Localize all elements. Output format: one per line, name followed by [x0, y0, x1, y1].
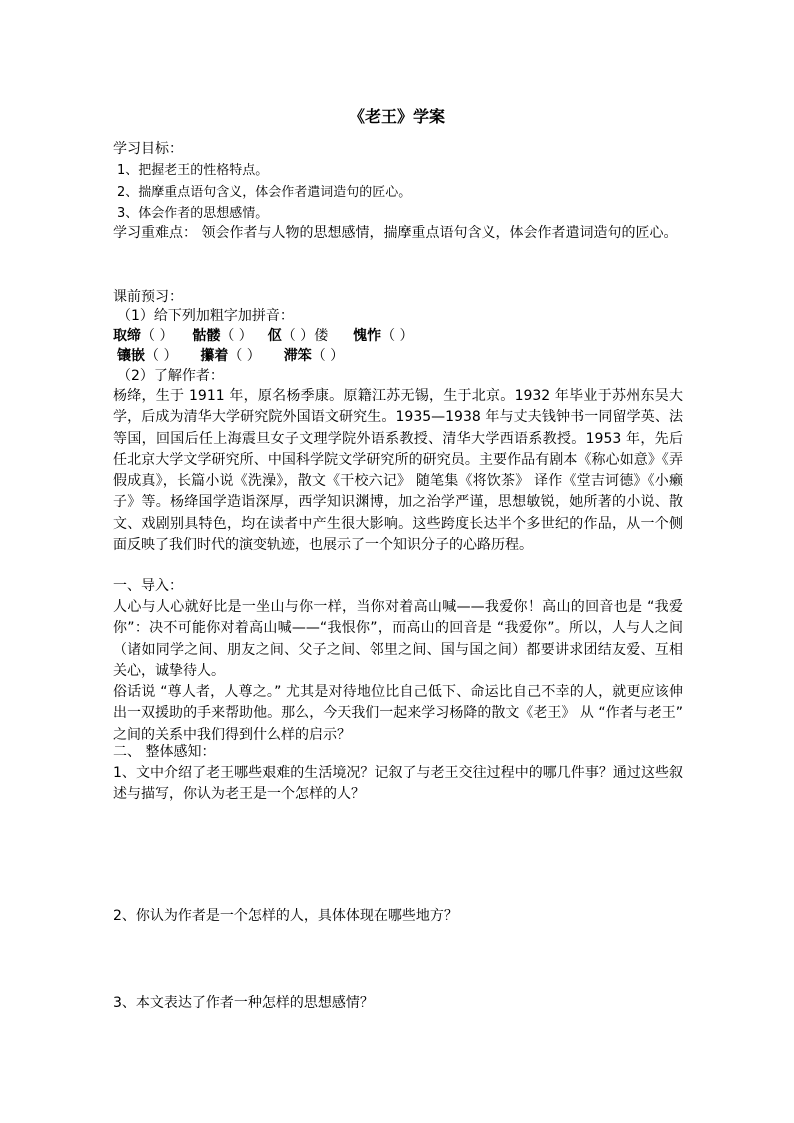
pinyin-blank[interactable]: （ ）: [145, 348, 178, 364]
question-1: 1、文中介绍了老王哪些艰难的生活境况？记叙了与老王交往过程中的哪几件事？通过这些叙述与描写，你认为老王是一个怎样的人？: [113, 765, 683, 803]
author-prompt: （2）了解作者：: [117, 368, 224, 384]
pinyin-word: 愧怍: [353, 328, 382, 344]
question-2: 2、你认为作者是一个怎样的人，具体体现在哪些地方？: [113, 908, 458, 924]
pinyin-word: 取缔: [113, 328, 141, 344]
objective-item-3: 3、体会作者的思想感情。: [117, 206, 269, 221]
pinyin-blank[interactable]: （ ）偻: [281, 328, 329, 344]
pinyin-prompt: （1）给下列加粗字加拼音：: [117, 308, 294, 324]
question-3: 3、本文表达了作者一种怎样的思想感情？: [113, 995, 374, 1011]
document-title: 《老王》学案: [348, 107, 445, 126]
objectives-heading: 学习目标：: [113, 141, 183, 157]
pinyin-blank[interactable]: （ ）: [228, 348, 261, 364]
preview-heading: 课前预习：: [113, 289, 183, 305]
intro-paragraph-1: 人心与人心就好比是一坐山与你一样，当你对着高山喊——我爱你！高山的回音也是 “我爱你”：决不可能你对着高山喊——“我恨你”，而高山的回音是 “我爱你”。所以，人与人之间（诸如同学之间、朋友之间、父子之间、邻里之间、国与国之间）都要讲求团结友爱、互相关心，诚挚待人。: [113, 599, 683, 679]
pinyin-blank[interactable]: （ ）: [311, 348, 345, 364]
objective-item-1: 1、把握老王的性格特点。: [117, 163, 269, 178]
overall-heading: 二、 整体感知：: [113, 744, 216, 760]
intro-heading: 一、导入：: [113, 578, 183, 594]
author-biography: 杨绛，生于 1911 年，原名杨季康。原籍江苏无锡，生于北京。1932 年毕业于苏州东吴大学，后成为清华大学研究院外国语文研究生。1935—1938 年与丈夫钱钟书一同留学英、法等国，回国后任上海震旦女子文理学院外语系教授、清华大学西语系教授。1953 年，先后任北京大学文学研究所、中国科学院文学研究所的研究员。主要作品有剧本《称心如意》《弄假成真》，长篇小说《洗澡》，散文《干校六记》 随笔集《将饮茶》 译作《堂吉诃德》《小癞子》等。杨绛国学造诣深厚，西学知识渊博，加之治学严谨，思想敏锐，她所著的小说、散文、戏剧别具特色，均在读者中产生很大影响。这些跨度长达半个多世纪的作品，从一个侧面反映了我们时代的演变轨迹，也展示了一个知识分子的心路历程。: [113, 388, 683, 554]
key-points: 学习重难点： 领会作者与人物的思想感情，揣摩重点语句含义，体会作者遣词造句的匠心。: [113, 225, 678, 241]
pinyin-blank[interactable]: （ ）: [381, 328, 414, 344]
pinyin-word: 攥着: [200, 348, 229, 364]
pinyin-word: 镶嵌: [117, 348, 145, 364]
pinyin-blank[interactable]: （ ）: [220, 328, 253, 344]
pinyin-row-1: [113, 326, 414, 347]
pinyin-word: 滞笨: [283, 348, 312, 364]
pinyin-word: 伛: [267, 328, 282, 344]
pinyin-blank[interactable]: （ ）: [141, 328, 174, 344]
pinyin-row-2: [117, 346, 344, 367]
objective-item-2: 2、揣摩重点语句含义，体会作者遣词造句的匠心。: [117, 185, 412, 200]
pinyin-word: 骷髅: [192, 328, 221, 344]
intro-paragraph-2: 俗话说 “尊人者，人尊之。” 尤其是对待地位比自己低下、命运比自己不幸的人，就更应该伸出一双援助的手来帮助他。那么，今天我们一起来学习杨降的散文《老王》 从 “作者与老王” 之间的关系中我们得到什么样的启示？: [113, 684, 683, 743]
